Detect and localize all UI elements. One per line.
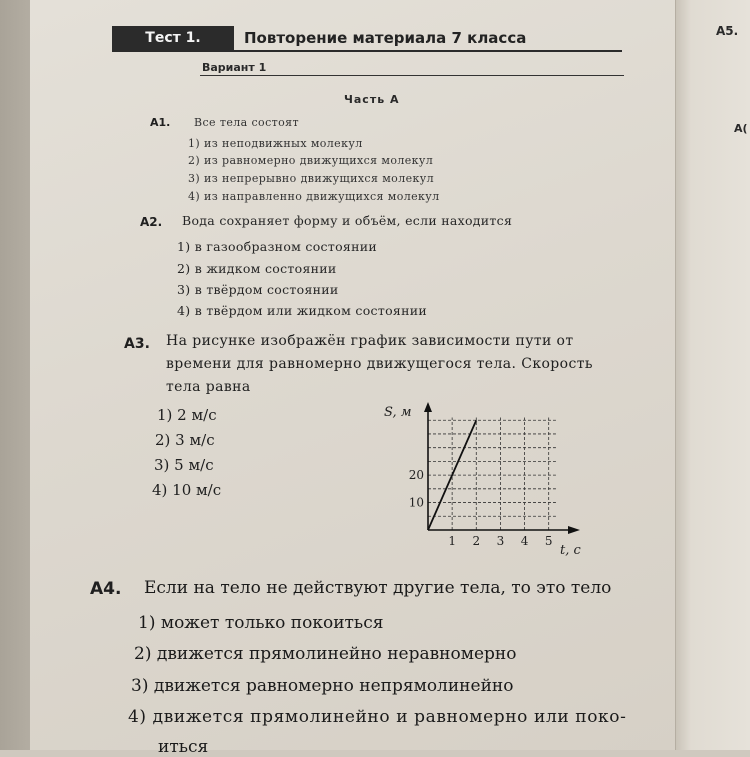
test-label: Тест 1.	[112, 26, 234, 50]
question-number: А2.	[140, 215, 163, 229]
option: 1) 2 м/с	[157, 406, 217, 424]
question-text: Все тела состоят	[194, 116, 299, 129]
question-text-line: тела равна	[166, 379, 251, 395]
option: 2) 3 м/с	[155, 431, 215, 449]
option: 1) в газообразном состоянии	[177, 239, 377, 254]
option: 3) 5 м/с	[154, 456, 214, 474]
question-number: А3.	[124, 336, 150, 352]
question-text: Вода сохраняет форму и объём, если находится	[182, 213, 513, 228]
option: 4) движется прямолинейно и равномерно или поко-	[128, 707, 627, 727]
x-tick-label: 1	[448, 534, 456, 548]
question-text-line: времени для равномерно движущегося тела. Скорость	[166, 356, 593, 372]
x-tick-label: 2	[472, 534, 481, 548]
page-title: Повторение материала 7 класса	[244, 29, 527, 47]
y-axis-arrow	[424, 402, 432, 412]
adjacent-label-a5: А5.	[716, 24, 739, 38]
option: 3) в твёрдом состоянии	[177, 282, 339, 297]
question-text-line: На рисунке изображён график зависимости пути от	[166, 333, 574, 349]
option: 3) движется равномерно непрямолинейно	[131, 676, 514, 696]
variant-label: Вариант 1	[202, 61, 267, 74]
y-tick-label: 20	[408, 468, 424, 483]
path-time-graph	[380, 398, 600, 563]
adjacent-page	[675, 0, 750, 750]
option-continuation: иться	[158, 737, 209, 757]
x-tick-label: 4	[520, 534, 529, 548]
textbook-page	[30, 0, 730, 750]
y-tick-label: 10	[408, 495, 424, 510]
option: 2) из равномерно движущихся молекул	[188, 154, 434, 167]
option: 1) может только покоиться	[138, 613, 384, 633]
option: 3) из непрерывно движущихся молекул	[188, 172, 435, 185]
adjacent-label-a6: А(	[734, 122, 748, 135]
variant-rule	[200, 75, 624, 76]
option: 1) из неподвижных молекул	[188, 137, 363, 150]
x-tick-label: 5	[544, 534, 553, 548]
header-rule	[112, 50, 622, 52]
x-axis-label: t, с	[560, 543, 581, 558]
question-number: А4.	[90, 579, 122, 599]
part-heading: Часть А	[344, 93, 400, 106]
x-axis-arrow	[568, 526, 580, 534]
x-tick-label: 3	[496, 534, 505, 548]
option: 4) в твёрдом или жидком состоянии	[177, 303, 427, 318]
option: 2) движется прямолинейно неравномерно	[134, 644, 517, 664]
question-text: Если на тело не действуют другие тела, то это тело	[144, 578, 612, 598]
y-axis-label: S, м	[384, 405, 412, 420]
question-number: А1.	[150, 116, 171, 129]
option: 4) 10 м/с	[152, 481, 222, 499]
option: 4) из направленно движущихся молекул	[188, 190, 440, 203]
option: 2) в жидком состоянии	[177, 261, 337, 276]
